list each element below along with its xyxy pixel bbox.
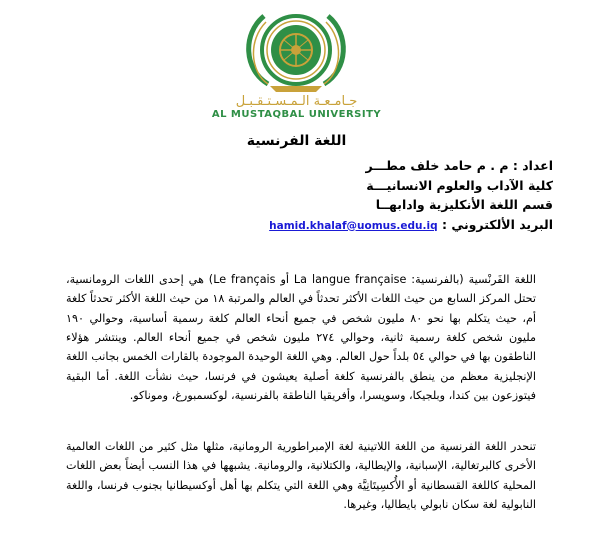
university-name-english: AL MUSTAQBAL UNIVERSITY <box>211 109 382 120</box>
prepared-by: اعداد : م . م حامد خلف مطـــر <box>365 158 553 173</box>
author-info <box>233 156 553 236</box>
paragraph-1: اللغة الفَرنْسية (بالفرنسية: La langue française أو Le français) هي إحدى اللغات الرومانسية، تحتل المركز السابع من حيث اللغات الأكثر تحدثاً في العالم والمرتبة ١٨ من حيث اللغة الأكثر تحدثاً كلغة أم، حيث يتكلم بها نحو ٨٠ مليون شخص في جميع أنحاء العالم كلغة رسمية أساسية، وحوالي ١٩٠ مليون شخص كلغة رسمية ثانية، وحوالي ٢٧٤ مليون شخص في جميع أنحاء العالم. وينتشر هؤلاء الناطقون بها في حوالي ٥٤ بلداً حول العالم. وهي اللغة الوحيدة الموجودة بالقارات الخمس بجانب اللغة الإنجليزية معظم من ينطق بالفرنسية كلغة أصلية يعيشون في فرنسا، حيث نشأت اللغة. أما البقية فيتوزعون بين كندا، وبلجيكا، وسويسرا، وأفريقيا الناطقة بالفرنسية، لوكسمبورغ، وموناكو. <box>66 273 537 402</box>
email-line <box>233 215 553 237</box>
college-name: كلية الآداب والعلوم الانسانيـــة <box>366 177 553 193</box>
email-label: البريد الألكتروني : <box>441 216 553 232</box>
university-name-arabic: جـامـعـة الـمـسـتـقـبـل <box>235 94 358 109</box>
department-name: قسم اللغة الأنكليزية وادابهــا <box>375 197 553 212</box>
document-title: اللغة الفرنسية <box>246 133 347 149</box>
paragraph-2: تنحدر اللغة الفرنسية من اللغة اللاتينية لغة الإمبراطورية الرومانية، مثلها مثل كثير من اللغات العالمية الأخرى كالبرتغالية، الإسبانية، والإيطالية، والكتلانية، والرومانية. يشبهها في هذا النسب أيضاً بعض اللغات المحلية كاللغة القسطانية أو الأُكسِيتَانِيَّة وهي اللغة التي يتكلم بها أهل أوكسيطانيا بجنوب فرنسا، واللغة النابولية لغة سكان نابولي بايطاليا، وغيرها. <box>66 440 536 512</box>
university-logo-icon <box>228 6 364 94</box>
email-link[interactable]: hamid.khalaf@uomus.edu.iq <box>269 219 438 232</box>
